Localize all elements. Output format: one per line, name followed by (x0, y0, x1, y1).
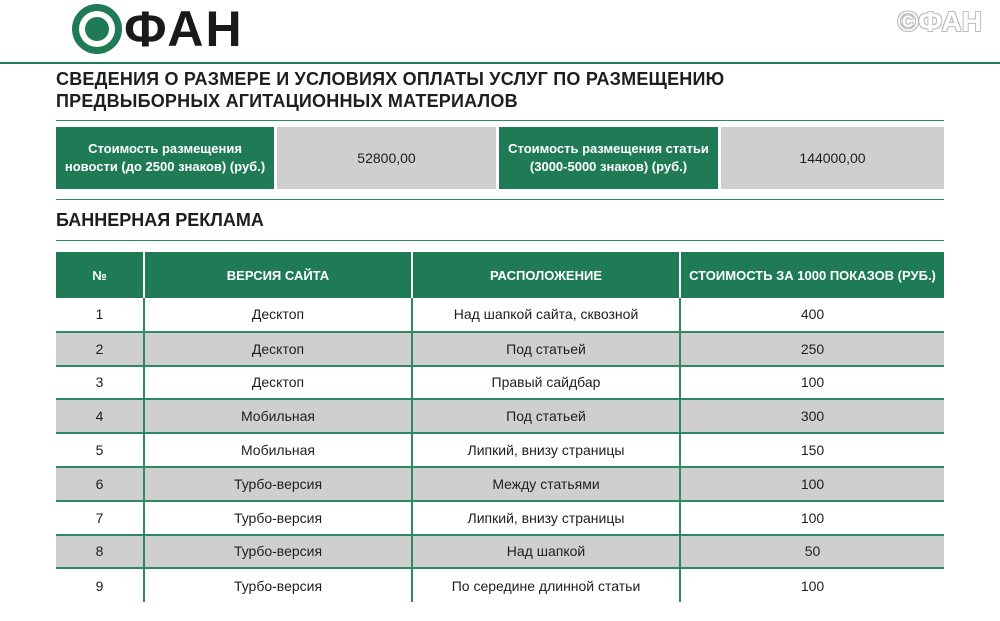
placement: По середине длинной статьи (412, 568, 680, 602)
row-number: 8 (56, 535, 144, 569)
site-version: Мобильная (144, 399, 412, 433)
row-number: 2 (56, 332, 144, 366)
divider (56, 240, 944, 241)
row-number: 4 (56, 399, 144, 433)
placement: Под статьей (412, 332, 680, 366)
site-version: Десктоп (144, 332, 412, 366)
article-cost-label: Стоимость размещения статьи (3000-5000 знаков) (руб.) (499, 127, 718, 189)
price: 250 (680, 332, 944, 366)
site-version: Мобильная (144, 433, 412, 467)
article-cost-value: 144000,00 (721, 127, 944, 189)
placement: Над шапкой сайта, сквозной (412, 298, 680, 332)
table-row (56, 501, 944, 535)
table-row (56, 535, 944, 569)
page-header (0, 0, 1000, 62)
row-number: 6 (56, 467, 144, 501)
placement: Под статьей (412, 399, 680, 433)
header-divider (0, 62, 1000, 64)
row-number: 3 (56, 366, 144, 400)
row-number: 1 (56, 298, 144, 332)
column-header: № (56, 252, 144, 298)
column-header: СТОИМОСТЬ ЗА 1000 ПОКАЗОВ (РУБ.) (680, 252, 944, 298)
price: 100 (800, 577, 825, 594)
section-title: БАННЕРНАЯ РЕКЛАМА (56, 210, 264, 230)
price: 100 (680, 501, 944, 535)
page-title: СВЕДЕНИЯ О РАЗМЕРЕ И УСЛОВИЯХ ОПЛАТЫ УСЛУГ ПО РАЗМЕЩЕНИЮ ПРЕДВЫБОРНЫХ АГИТАЦИОННЫХ МАТЕРИАЛОВ (56, 69, 725, 111)
table-row (56, 332, 944, 366)
placement: Липкий, внизу страницы (412, 433, 680, 467)
table-row (56, 399, 944, 433)
globe-icon (72, 4, 122, 54)
price: 400 (680, 298, 944, 332)
banner-pricing-table (56, 252, 944, 602)
placement: Между статьями (412, 467, 680, 501)
price: 100 (680, 366, 944, 400)
news-cost-label: Стоимость размещения новости (до 2500 знаков) (руб.) (56, 127, 274, 189)
divider (56, 120, 944, 121)
placement: Правый сайдбар (412, 366, 680, 400)
fan-logo[interactable] (72, 1, 244, 57)
table-row (56, 433, 944, 467)
price: 300 (680, 399, 944, 433)
price: 100 (680, 467, 944, 501)
column-header: РАСПОЛОЖЕНИЕ (412, 252, 680, 298)
table-row (56, 568, 944, 602)
row-number: 9 (56, 568, 144, 602)
news-cost-value: 52800,00 (277, 127, 496, 189)
price: 150 (680, 433, 944, 467)
site-version: Турбо-версия (144, 501, 412, 535)
placement: Липкий, внизу страницы (412, 501, 680, 535)
table-row (56, 467, 944, 501)
site-version: Десктоп (144, 298, 412, 332)
site-version: Турбо-версия (144, 568, 412, 602)
placement-costs (56, 127, 944, 189)
column-header: ВЕРСИЯ САЙТА (144, 252, 412, 298)
watermark: ©ФАН (897, 6, 982, 37)
row-number: 7 (56, 501, 144, 535)
table-header-row (56, 252, 944, 298)
site-version: Турбо-версия (144, 535, 412, 569)
table-row (56, 366, 944, 400)
row-number: 5 (56, 433, 144, 467)
price: 50 (680, 535, 944, 569)
placement: Над шапкой (412, 535, 680, 569)
logo-text: ФАН (124, 1, 244, 57)
site-version: Десктоп (144, 366, 412, 400)
divider (56, 199, 944, 200)
table-row (56, 298, 944, 332)
site-version: Турбо-версия (144, 467, 412, 501)
